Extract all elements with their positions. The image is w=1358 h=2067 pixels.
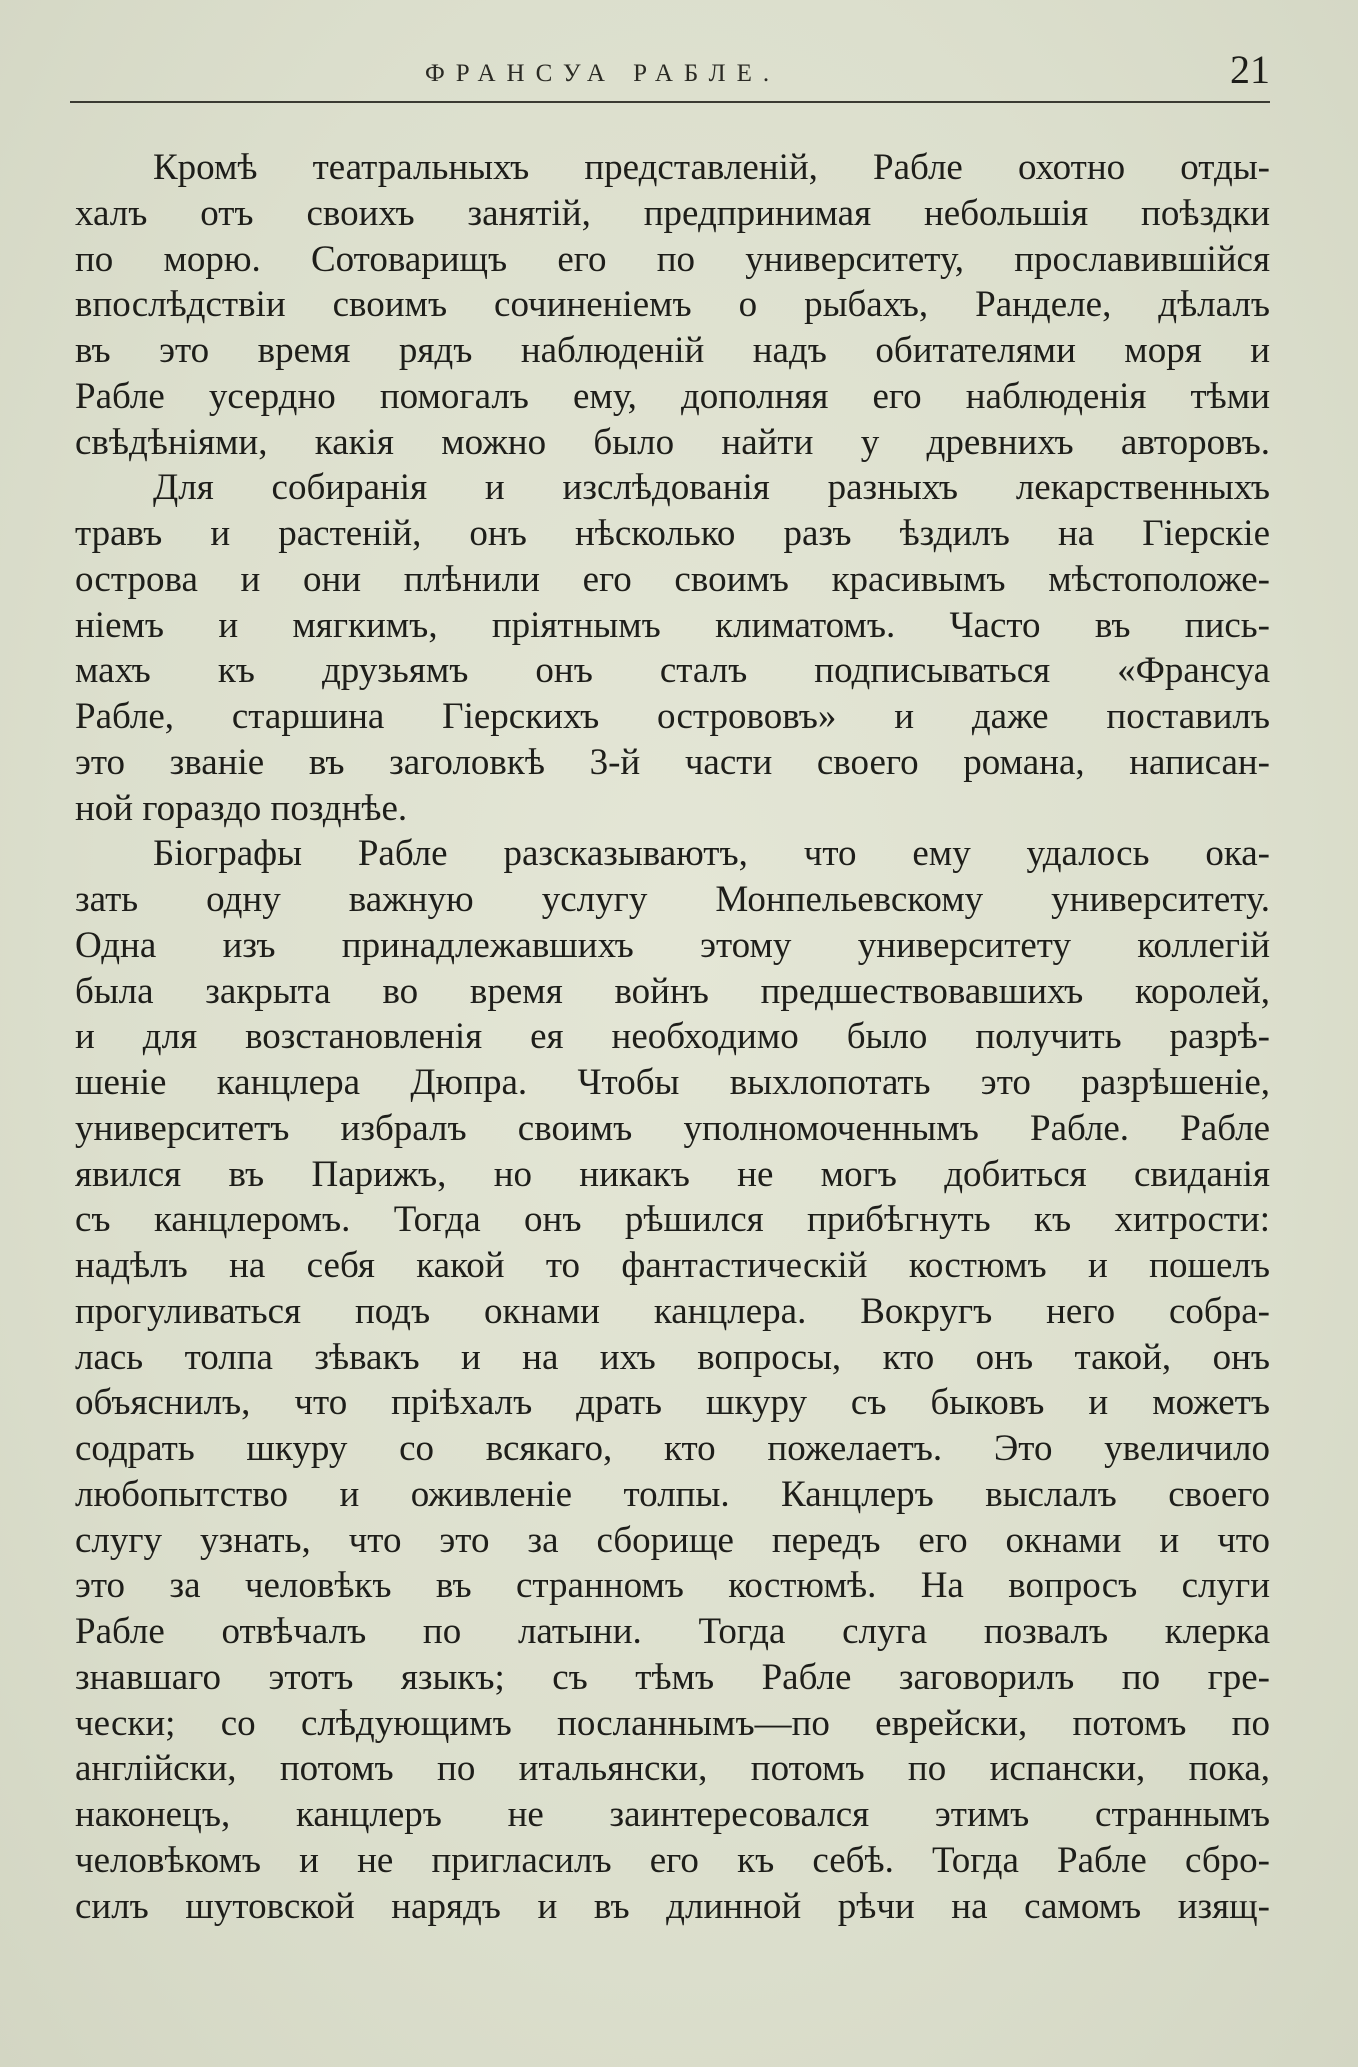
body-text (75, 145, 1270, 1929)
text-line: любопытство и оживленіе толпы. Канцлеръ выслалъ своего (75, 1473, 1270, 1515)
text-line: травъ и растеній, онъ нѣсколько разъ ѣздилъ на Гіерскіе (75, 513, 1270, 554)
text-line: это званіе въ заголовкѣ 3-й части своего романа, написан- (75, 741, 1270, 783)
text-line: прогуливаться подъ окнами канцлера. Вокругъ него собра- (75, 1290, 1270, 1332)
header-rule (70, 101, 1270, 103)
text-line: Для собиранія и изслѣдованія разныхъ лекарственныхъ (153, 467, 1270, 509)
text-line: это за человѣкъ въ странномъ костюмѣ. На вопросъ слуги (75, 1565, 1270, 1607)
text-line: по морю. Сотоварищъ его по университету, прославившійся (75, 238, 1270, 280)
text-line: Кромѣ театральныхъ представленій, Рабле охотно отды- (153, 147, 1270, 188)
text-line: лась толпа зѣвакъ и на ихъ вопросы, кто онъ такой, онъ (75, 1336, 1270, 1378)
text-line: была закрыта во время войнъ предшествовавшихъ королей, (75, 970, 1270, 1012)
text-line: свѣдѣніями, какія можно было найти у древнихъ авторовъ. (75, 421, 1270, 463)
text-line: надѣлъ на себя какой то фантастическій костюмъ и пошелъ (75, 1245, 1270, 1286)
running-title: ФРАНСУА РАБЛЕ. (425, 60, 781, 87)
text-line: силъ шутовской нарядъ и въ длинной рѣчи на самомъ изящ- (75, 1885, 1270, 1927)
text-line: явился въ Парижъ, но никакъ не могъ добиться свиданія (75, 1153, 1270, 1195)
text-line: объяснилъ, что пріѣхалъ драть шкуру съ быковъ и можетъ (75, 1382, 1270, 1424)
text-line: халъ отъ своихъ занятій, предпринимая небольшія поѣздки (75, 192, 1270, 234)
page-header (70, 47, 1270, 102)
text-line: чески; со слѣдующимъ посланнымъ—по еврейски, потомъ по (75, 1702, 1270, 1744)
text-line: съ канцлеромъ. Тогда онъ рѣшился прибѣгнуть къ хитрости: (75, 1199, 1270, 1241)
text-line: Рабле отвѣчалъ по латыни. Тогда слуга позвалъ клерка (75, 1611, 1270, 1652)
text-line: впослѣдствіи своимъ сочиненіемъ о рыбахъ, Ранделе, дѣлалъ (75, 284, 1270, 326)
text-line: Одна изъ принадлежавшихъ этому университету коллегій (75, 924, 1270, 966)
page-number: 21 (1230, 47, 1270, 92)
text-line: махъ къ друзьямъ онъ сталъ подписываться «Франсуа (75, 650, 1270, 692)
text-line: Біографы Рабле разсказываютъ, что ему удалось ока- (153, 833, 1270, 875)
text-line: острова и они плѣнили его своимъ красивымъ мѣстоположе- (75, 558, 1270, 600)
text-line: англійски, потомъ по итальянски, потомъ по испански, пока, (75, 1748, 1270, 1790)
text-line: человѣкомъ и не пригласилъ его къ себѣ. Тогда Рабле сбро- (75, 1839, 1270, 1881)
text-line: Рабле усердно помогалъ ему, дополняя его наблюденія тѣми (75, 375, 1270, 417)
text-line: содрать шкуру со всякаго, кто пожелаетъ. Это увеличило (75, 1428, 1270, 1469)
text-line: университетъ избралъ своимъ уполномоченнымъ Рабле. Рабле (75, 1107, 1270, 1149)
text-line: и для возстановленія ея необходимо было получить разрѣ- (75, 1016, 1270, 1058)
text-line: слугу узнать, что это за сборище передъ его окнами и что (75, 1519, 1270, 1561)
text-line: знавшаго этотъ языкъ; съ тѣмъ Рабле заговорилъ по гре- (75, 1656, 1270, 1698)
text-line: ніемъ и мягкимъ, пріятнымъ климатомъ. Часто въ пись- (75, 604, 1270, 646)
text-line: наконецъ, канцлеръ не заинтересовался этимъ страннымъ (75, 1794, 1270, 1835)
text-line: въ это время рядъ наблюденій надъ обитателями моря и (75, 330, 1270, 371)
text-line: Рабле, старшина Гіерскихъ острововъ» и даже поставилъ (75, 696, 1270, 737)
text-line: ной гораздо позднѣе. (75, 787, 408, 829)
text-line: шеніе канцлера Дюпра. Чтобы выхлопотать это разрѣшеніе, (75, 1062, 1270, 1103)
text-line: зать одну важную услугу Монпельевскому университету. (75, 879, 1270, 920)
